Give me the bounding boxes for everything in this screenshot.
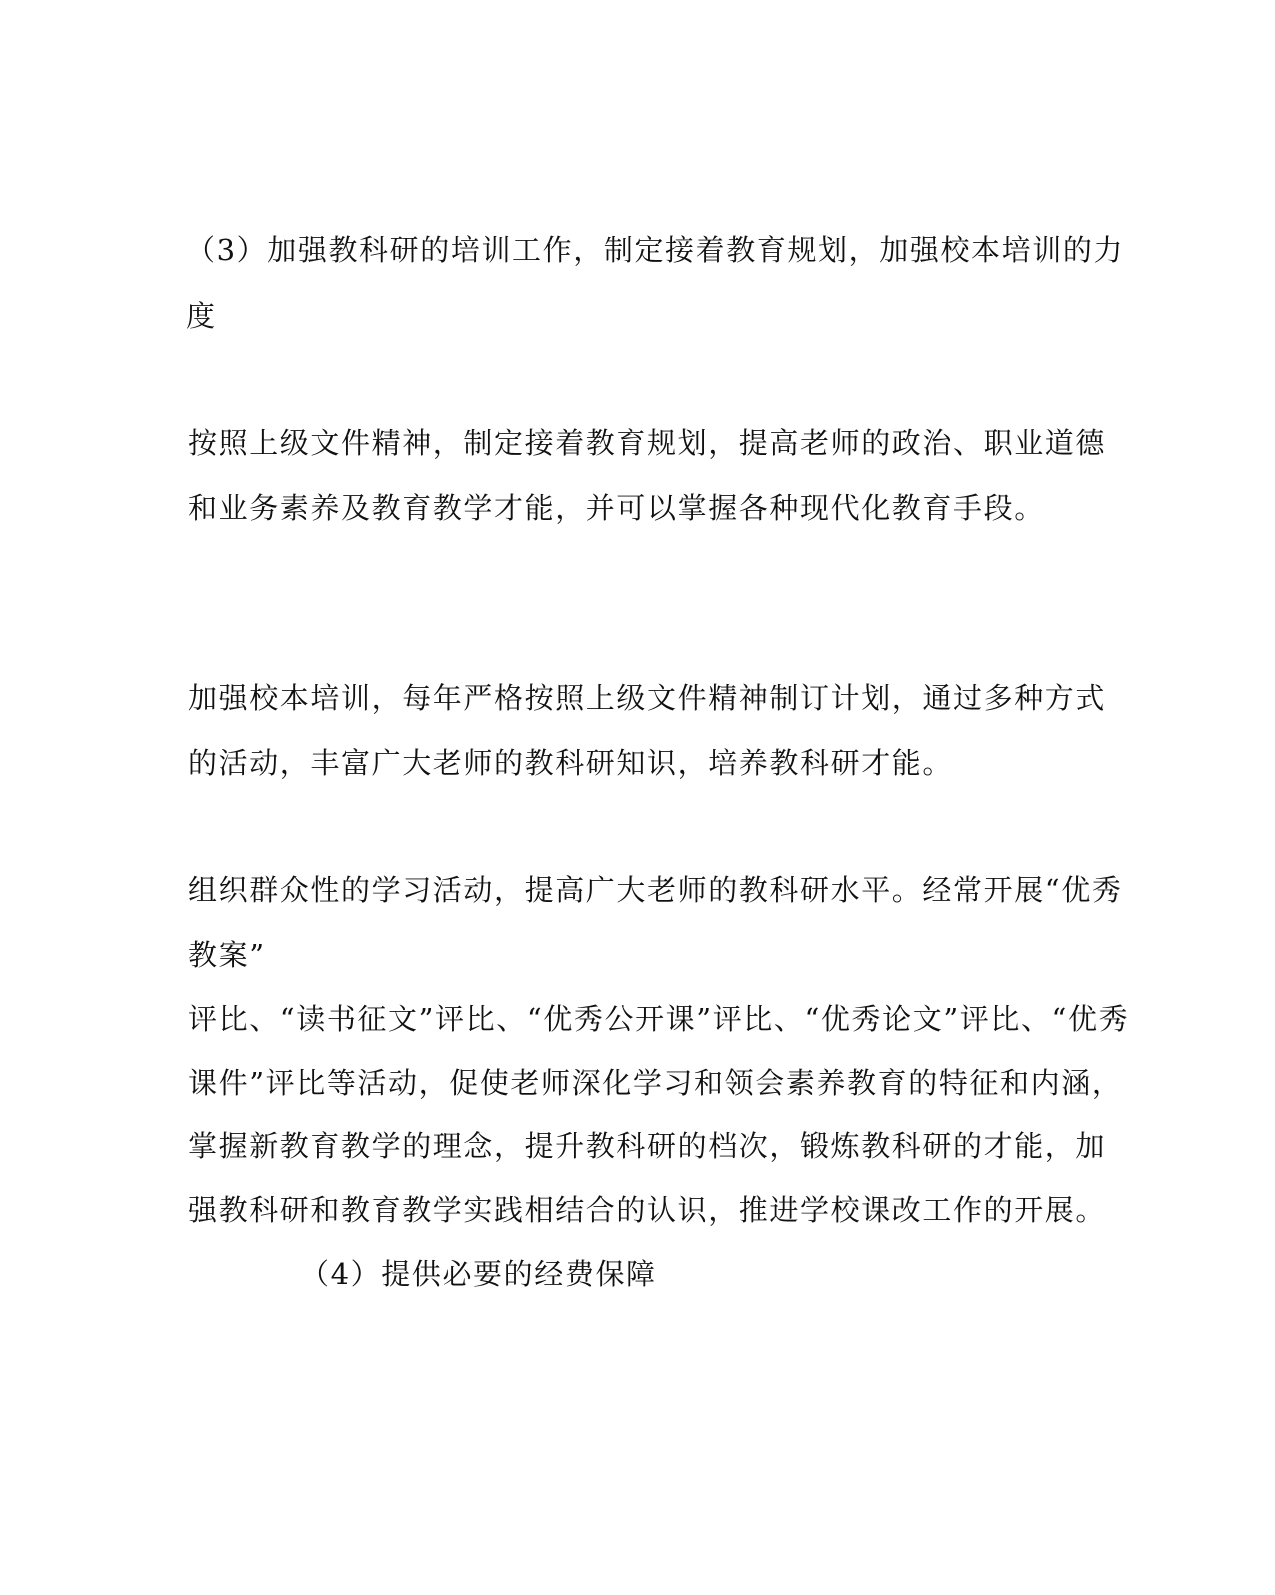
paragraph-3-line-2: 教案” xyxy=(188,938,266,972)
paragraph-3-line-3: 评比、“读书征文”评比、“优秀公开课”评比、“优秀论文”评比、“优秀 xyxy=(188,1002,1130,1036)
section-3-heading-line-2: 度 xyxy=(186,299,217,333)
paragraph-2-line-1: 加强校本培训，每年严格按照上级文件精神制订计划，通过多种方式 xyxy=(188,681,1107,715)
paragraph-3-line-4: 课件”评比等活动，促使老师深化学习和领会素养教育的特征和内涵， xyxy=(188,1066,1123,1100)
paragraph-3-line-5: 掌握新教育教学的理念，提升教科研的档次，锻炼教科研的才能，加 xyxy=(188,1129,1107,1163)
section-3-heading-line-1: （3）加强教科研的培训工作，制定接着教育规划，加强校本培训的力 xyxy=(186,233,1125,267)
paragraph-3-line-6: 强教科研和教育教学实践相结合的认识，推进学校课改工作的开展。 xyxy=(188,1193,1107,1227)
paragraph-1-line-2: 和业务素养及教育教学才能，并可以掌握各种现代化教育手段。 xyxy=(188,491,1045,525)
section-4-heading: （4）提供必要的经费保障 xyxy=(300,1257,657,1291)
paragraph-3-line-1: 组织群众性的学习活动，提高广大老师的教科研水平。经常开展“优秀 xyxy=(188,873,1123,907)
paragraph-2-line-2: 的活动，丰富广大老师的教科研知识，培养教科研才能。 xyxy=(188,746,954,780)
paragraph-1-line-1: 按照上级文件精神，制定接着教育规划，提高老师的政治、职业道德 xyxy=(188,426,1107,460)
